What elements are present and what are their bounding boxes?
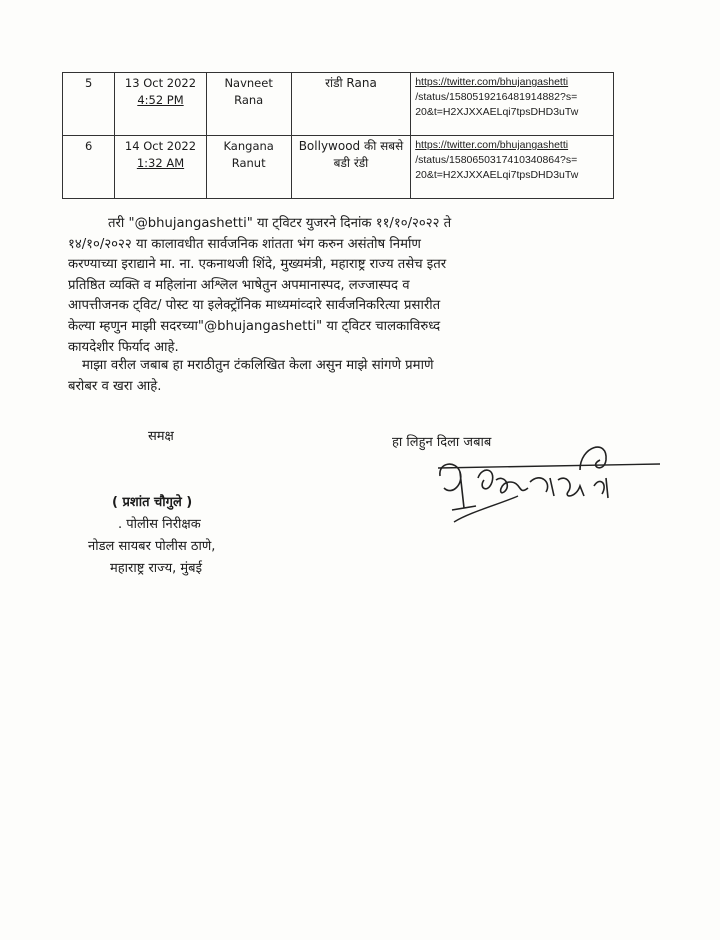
- tweet-text: रांडी Rana: [291, 73, 410, 136]
- statement-line: १४/१०/२०२२ या कालावधीत सार्वजनिक शांतता भंग करुन असंतोष निर्माण: [68, 236, 421, 252]
- tweet-date: 14 Oct 2022: [124, 139, 197, 153]
- officer-station: नोडल सायबर पोलीस ठाणे,: [88, 539, 216, 554]
- tweet-date: 13 Oct 2022: [124, 76, 197, 90]
- target-name: Kangana Ranut: [206, 136, 291, 199]
- handwritten-signature: [430, 426, 670, 536]
- target-name: Navneet Rana: [206, 73, 291, 136]
- declaration-line: बरोबर व खरा आहे.: [68, 378, 162, 394]
- witness-label: समक्ष: [148, 429, 174, 444]
- serial-number: 6: [63, 136, 115, 199]
- tweet-time: 4:52 PM: [137, 92, 184, 107]
- declaration-line: माझा वरील जबाब हा मराठीतुन टंकलिखित केला असुन माझे सांगणे प्रमाणे: [82, 358, 434, 373]
- statement-given-label: हा लिहुन दिला जबाब: [392, 435, 492, 450]
- url-line: https://twitter.com/bhujangashetti: [415, 76, 569, 88]
- statement-paragraph: [68, 214, 588, 358]
- serial-number: 5: [63, 73, 115, 136]
- url-line: 20&t=H2XJXXAELqi7tpsDHD3uTw: [415, 106, 579, 119]
- url-line: /status/1580650317410340864?s=: [415, 154, 578, 167]
- table-row: [63, 136, 614, 199]
- url-line: /status/1580519216481914882?s=: [415, 91, 578, 104]
- tweet-url: [411, 136, 614, 199]
- tweet-url: [411, 73, 614, 136]
- officer-block: [88, 492, 215, 580]
- declaration-paragraph: [68, 356, 588, 397]
- tweet-table: [62, 72, 614, 199]
- statement-line: आपत्तीजनक ट्विट/ पोस्ट या इलेक्ट्रॉनिक माध्यमांव्दारे सार्वजनिकरित्या प्रसारीत: [68, 298, 441, 314]
- officer-designation: . पोलीस निरीक्षक: [118, 517, 201, 532]
- statement-line: प्रतिष्ठित व्यक्ति व महिलांना अश्लिल भाषेतुन अपमानास्पद, लज्जास्पद व: [68, 277, 410, 293]
- tweet-time: 1:32 AM: [136, 155, 185, 170]
- officer-name: ( प्रशांत चौगुले ): [112, 495, 193, 510]
- date-cell: [115, 136, 206, 199]
- statement-line: केल्या म्हणुन माझी सदरच्या"@bhujangashetti" या ट्विटर चालकाविरुध्द: [68, 318, 441, 334]
- officer-location: महाराष्ट्र राज्य, मुंबई: [110, 561, 202, 576]
- statement-line: करण्याच्या इराद्याने मा. ना. एकनाथजी शिंदे, मुख्यमंत्री, महाराष्ट्र राज्य तसेच इतर: [68, 257, 447, 273]
- tweet-text: Bollywood की सबसे बडी रंडी: [291, 136, 410, 199]
- statement-line: कायदेशीर फिर्याद आहे.: [68, 339, 179, 355]
- table-row: [63, 73, 614, 136]
- statement-line: तरी "@bhujangashetti" या ट्विटर युजरने दिनांक ११/१०/२०२२ ते: [108, 216, 452, 231]
- url-line: 20&t=H2XJXXAELqi7tpsDHD3uTw: [415, 169, 579, 182]
- date-cell: [115, 73, 206, 136]
- url-line: https://twitter.com/bhujangashetti: [415, 139, 569, 151]
